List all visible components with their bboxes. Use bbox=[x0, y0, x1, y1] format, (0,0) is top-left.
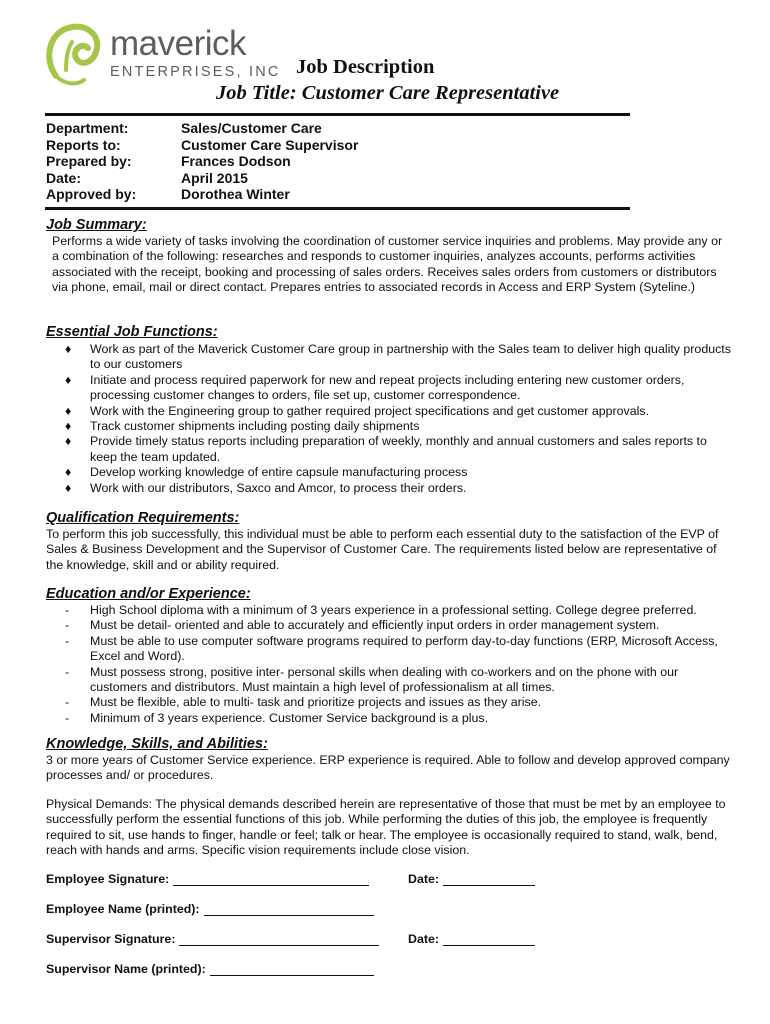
logo-wordmark: maverick bbox=[110, 24, 247, 63]
supervisor-signature-line[interactable] bbox=[179, 932, 379, 946]
essential-functions-heading: Essential Job Functions: bbox=[46, 324, 218, 340]
info-label: Approved by: bbox=[46, 186, 137, 202]
info-value: Sales/Customer Care bbox=[181, 120, 322, 136]
employee-date-label: Date: bbox=[408, 872, 439, 886]
info-label: Reports to: bbox=[46, 136, 121, 153]
physical-demands-text: Physical Demands: The physical demands described herein are representative of those that must be met by an employee to successfully perform the essential functions of this job. While performing the duties of this job, the employee is frequently required to sit, use hands to finger, handle or feel; talk or hear. The employee is occasionally required to stand, walk, bend, reach with hands and arms. Specific vision requirements include close vision. bbox=[46, 797, 726, 858]
info-label: Department: bbox=[46, 120, 129, 136]
document-title: Job Description bbox=[296, 56, 435, 78]
education-heading: Education and/or Experience: bbox=[46, 586, 251, 602]
list-item: ♦ Develop working knowledge of entire capsule manufacturing process bbox=[62, 465, 732, 480]
employee-name-field[interactable] bbox=[46, 902, 374, 916]
supervisor-signature-label: Supervisor Signature: bbox=[46, 932, 176, 946]
essential-functions-list bbox=[62, 342, 732, 496]
education-list bbox=[62, 603, 732, 726]
job-summary-heading: Job Summary: bbox=[46, 217, 147, 233]
list-item: ♦ Work with the Engineering group to gather required project specifications and get customer approvals. bbox=[62, 404, 732, 419]
knowledge-text: 3 or more years of Customer Service experience. ERP experience is required. Able to follow and develop approved company processes and/ or procedures. bbox=[46, 753, 730, 783]
qualification-text: To perform this job successfully, this individual must be able to perform each essential duty to the satisfaction of the EVP of Sales & Business Development and the Supervisor of Customer Care. The requirements listed below are representative of the knowledge, skill and or ability required. bbox=[46, 527, 719, 572]
info-row-prepared-by bbox=[46, 153, 358, 170]
list-item: - Must be detail- oriented and able to accurately and efficiently input orders in order management system. bbox=[62, 618, 732, 633]
list-item: - Must be able to use computer software programs required to perform day-to-day functions (ERP, Microsoft Access, Excel and Word). bbox=[62, 634, 732, 665]
qualification-heading: Qualification Requirements: bbox=[46, 510, 240, 526]
logo-subtitle: ENTERPRISES, INC bbox=[110, 64, 281, 80]
employee-signature-field[interactable] bbox=[46, 872, 369, 886]
dash-bullet-icon: - bbox=[65, 695, 70, 710]
list-item: ♦ Provide timely status reports including preparation of weekly, monthly and annual customers and sales reports to keep the team updated. bbox=[62, 434, 732, 465]
list-item: ♦ Track customer shipments including posting daily shipments bbox=[62, 419, 732, 434]
info-value: Customer Care Supervisor bbox=[181, 136, 359, 153]
info-rule bbox=[45, 207, 630, 210]
list-item: ♦ Work as part of the Maverick Customer Care group in partnership with the Sales team to deliver high quality products to our customers bbox=[62, 342, 732, 373]
list-item: - Must be flexible, able to multi- task and prioritize projects and issues as they arise. bbox=[62, 695, 732, 710]
diamond-bullet-icon: ♦ bbox=[65, 372, 72, 387]
dash-bullet-icon: - bbox=[65, 618, 70, 633]
employee-signature-line[interactable] bbox=[173, 872, 369, 886]
info-row-department bbox=[46, 120, 358, 137]
header-rule bbox=[45, 113, 630, 116]
diamond-bullet-icon: ♦ bbox=[65, 434, 72, 449]
employee-name-line[interactable] bbox=[204, 902, 374, 916]
maverick-swirl-logo-icon bbox=[42, 18, 108, 90]
job-info-table bbox=[46, 120, 358, 203]
knowledge-heading: Knowledge, Skills, and Abilities: bbox=[46, 736, 268, 752]
diamond-bullet-icon: ♦ bbox=[65, 419, 72, 434]
list-item: - Minimum of 3 years experience. Customer Service background is a plus. bbox=[62, 711, 732, 726]
info-row-approved-by bbox=[46, 186, 358, 203]
info-label: Date: bbox=[46, 169, 82, 186]
supervisor-name-line[interactable] bbox=[210, 962, 374, 976]
dash-bullet-icon: - bbox=[65, 710, 70, 725]
employee-name-label: Employee Name (printed): bbox=[46, 902, 200, 916]
supervisor-signature-field[interactable] bbox=[46, 932, 379, 946]
list-item: ♦ Initiate and process required paperwork for new and repeat projects including entering new customer orders, processing customer changes to orders, file set up, customer correspondence. bbox=[62, 373, 732, 404]
diamond-bullet-icon: ♦ bbox=[65, 480, 72, 495]
diamond-bullet-icon: ♦ bbox=[65, 403, 72, 418]
info-label: Prepared by: bbox=[46, 153, 132, 169]
supervisor-date-line[interactable] bbox=[443, 932, 535, 946]
supervisor-date-label: Date: bbox=[408, 932, 439, 946]
job-title: Job Title: Customer Care Representative bbox=[216, 82, 560, 104]
list-item: ♦ Work with our distributors, Saxco and Amcor, to process their orders. bbox=[62, 481, 732, 496]
employee-date-field[interactable] bbox=[408, 872, 535, 886]
info-value: Dorothea Winter bbox=[181, 186, 290, 202]
supervisor-name-label: Supervisor Name (printed): bbox=[46, 962, 206, 976]
employee-signature-label: Employee Signature: bbox=[46, 872, 170, 886]
employee-date-line[interactable] bbox=[443, 872, 535, 886]
info-row-date bbox=[46, 170, 358, 187]
info-value: Frances Dodson bbox=[181, 153, 291, 169]
list-item: - High School diploma with a minimum of 3 years experience in a professional setting. College degree preferred. bbox=[62, 603, 732, 618]
supervisor-name-field[interactable] bbox=[46, 962, 374, 976]
dash-bullet-icon: - bbox=[65, 603, 70, 617]
dash-bullet-icon: - bbox=[65, 633, 70, 648]
job-summary-text: Performs a wide variety of tasks involving the coordination of customer service inquiries and problems. May provide any or a combination of the following: researches and responds to customer inquiries, analyzes accounts, performs activities associated with the receipt, booking and processing of sales orders. Receives sales orders from customers or distributors via phone, email, mail or direct contact. Prepares entries to associated records in Access and ERP System (Syteline.) bbox=[52, 234, 723, 295]
diamond-bullet-icon: ♦ bbox=[65, 342, 72, 356]
info-row-reports-to bbox=[46, 137, 358, 154]
dash-bullet-icon: - bbox=[65, 664, 70, 679]
supervisor-date-field[interactable] bbox=[408, 932, 535, 946]
diamond-bullet-icon: ♦ bbox=[65, 465, 72, 480]
list-item: - Must possess strong, positive inter- personal skills when dealing with co-workers and on the phone with our customers and distributors. Must maintain a high level of professionalism at all times. bbox=[62, 665, 732, 696]
info-value: April 2015 bbox=[181, 169, 248, 186]
